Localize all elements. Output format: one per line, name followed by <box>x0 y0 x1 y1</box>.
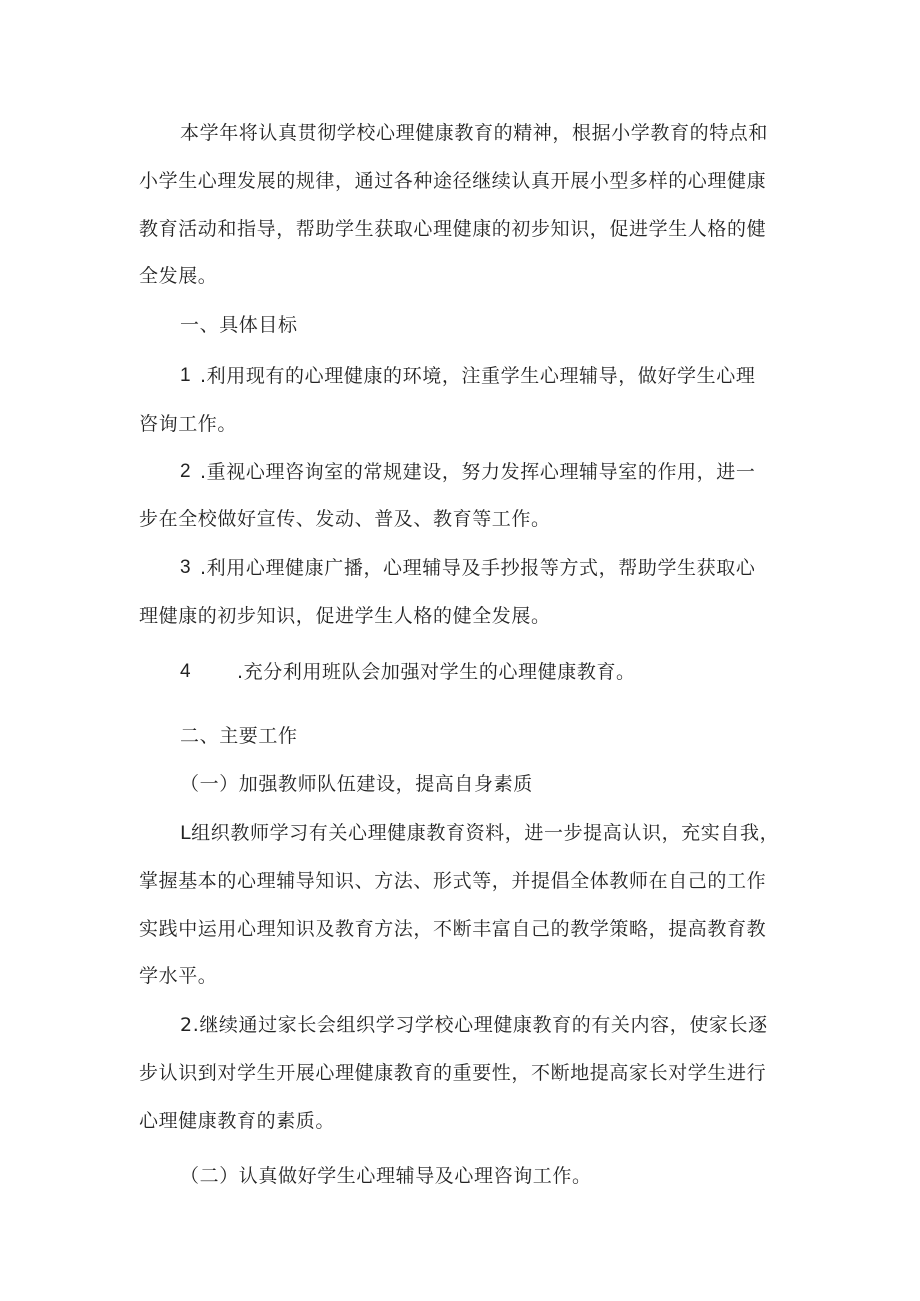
section-heading-main-work: 二、主要工作 <box>180 725 298 747</box>
subsection-heading-1: （一）加强教师队伍建设，提高自身素质 <box>180 773 533 795</box>
goal-2-line-2: 步在全校做好宣传、发动、普及、教育等工作。 <box>139 508 551 530</box>
item-2-line-2: 步认识到对学生开展心理健康教育的重要性，不断地提高家长对学生进行 <box>139 1062 767 1084</box>
intro-line-3: 教育活动和指导，帮助学生获取心理健康的初步知识，促进学生人格的健 <box>139 218 767 240</box>
subsection-heading-2: （二）认真做好学生心理辅导及心理咨询工作。 <box>180 1165 592 1187</box>
item-L-line-3: 实践中运用心理知识及教育方法，不断丰富自己的教学策略，提高教育教 <box>139 918 767 940</box>
item-2-line-3: 心理健康教育的素质。 <box>139 1110 336 1132</box>
item-2-line-1: 2.继续通过家长会组织学习学校心理健康教育的有关内容，使家长逐 <box>180 1014 768 1036</box>
section-heading-goals: 一、具体目标 <box>180 314 298 336</box>
goal-1-line-2: 咨询工作。 <box>139 413 238 435</box>
item-L-line-4: 学水平。 <box>139 965 218 987</box>
item-L-line-2: 掌握基本的心理辅导知识、方法、形式等，并提倡全体教师在自己的工作 <box>139 870 767 892</box>
intro-line-2: 小学生心理发展的规律，通过各种途径继续认真开展小型多样的心理健康 <box>139 170 767 192</box>
goal-4-line-1: .充分利用班队会加强对学生的心理健康教育。 <box>237 661 636 683</box>
item-L-line-1: L组织教师学习有关心理健康教育资料，进一步提高认识，充实自我， <box>180 822 780 844</box>
goal-3-line-2: 理健康的初步知识，促进学生人格的健全发展。 <box>139 605 551 627</box>
intro-line-4: 全发展。 <box>139 265 218 287</box>
goal-1-number: 1 <box>180 365 192 386</box>
goal-1-line-1: .利用现有的心理健康的环境，注重学生心理辅导，做好学生心理 <box>200 365 756 387</box>
goal-2-number: 2 <box>180 461 192 482</box>
goal-3-number: 3 <box>180 557 192 578</box>
intro-line-1: 本学年将认真贯彻学校心理健康教育的精神，根据小学教育的特点和 <box>180 122 769 144</box>
goal-2-line-1: .重视心理咨询室的常规建设，努力发挥心理辅导室的作用，进一 <box>200 461 756 483</box>
goal-4-number: 4 <box>180 661 192 682</box>
goal-3-line-1: .利用心理健康广播，心理辅导及手抄报等方式，帮助学生获取心 <box>200 557 756 579</box>
